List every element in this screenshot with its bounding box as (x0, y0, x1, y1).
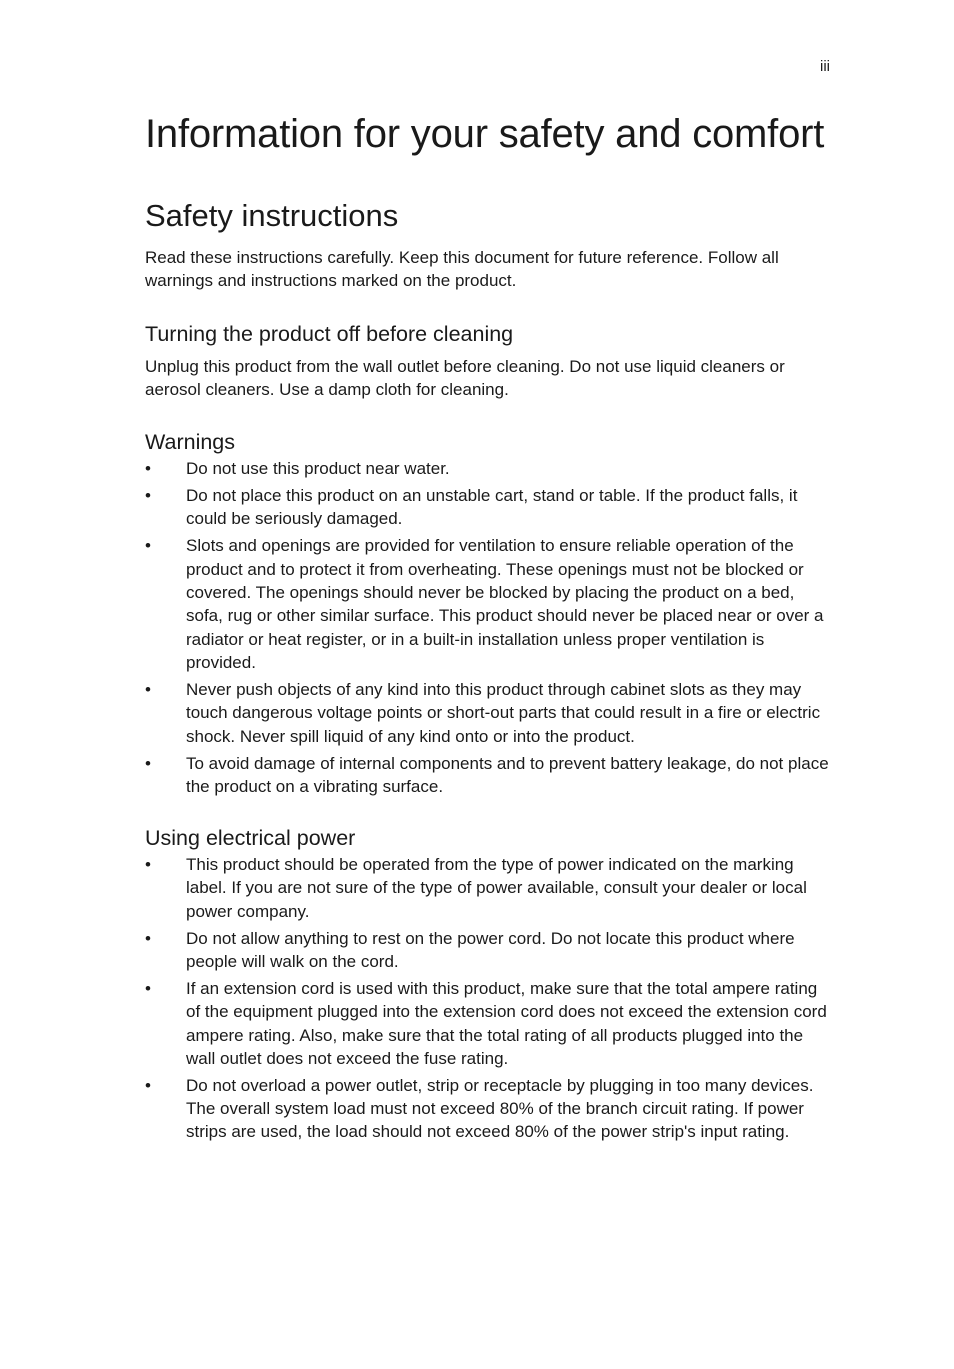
bullet-marker: • (145, 978, 151, 998)
section-heading-safety-instructions: Safety instructions (145, 198, 399, 233)
list-item-text: Do not place this product on an unstable cart, stand or table. If the product falls, it could be seriously damaged. (186, 486, 798, 529)
page-content (145, 112, 829, 1147)
bullet-marker: • (145, 928, 151, 948)
list-item (145, 534, 829, 674)
bullet-marker: • (145, 459, 151, 479)
page-title: Information for your safety and comfort (145, 112, 825, 156)
list-item (145, 678, 829, 748)
list-item (145, 457, 829, 480)
list-item-text: If an extension cord is used with this product, make sure that the total ampere rating of the equipment plugged into the extension cord does not exceed the extension cord ampere rating. Also, make sure that the total rating of all products plugged into the wall outlet does not exceed the fuse rating. (186, 978, 827, 1068)
power-list (145, 853, 829, 1144)
list-item-text: Slots and openings are provided for ventilation to ensure reliable operation of the product and to protect it from overheating. These openings must not be blocked or covered. The openings should never be blocked by placing the product on a bed, sofa, rug or other similar surface. This product should never be placed near or over a radiator or heat register, or in a built-in installation unless proper ventilation is provided. (186, 536, 824, 672)
list-item (145, 853, 829, 923)
subheading-electrical-power: Using electrical power (145, 826, 356, 851)
list-item-text: Never push objects of any kind into this product through cabinet slots as they may touch dangerous voltage points or short-out parts that could result in a fire or electric shock. Never spill liquid of any kind onto or into the product. (186, 679, 821, 746)
list-item (145, 1074, 829, 1144)
list-item (145, 484, 829, 531)
list-item-text: Do not use this product near water. (186, 459, 450, 479)
list-item-text: Do not overload a power outlet, strip or receptacle by plugging in too many devices. The overall system load must not exceed 80% of the branch circuit rating. If power strips are used, the load should not exceed 80% of the power strip's input rating. (186, 1075, 814, 1142)
bullet-marker: • (145, 753, 151, 773)
list-item (145, 927, 829, 974)
bullet-marker: • (145, 679, 151, 699)
list-item-text: Do not allow anything to rest on the power cord. Do not locate this product where people will walk on the cord. (186, 928, 795, 971)
subheading-cleaning: Turning the product off before cleaning (145, 321, 514, 346)
intro-paragraph: Read these instructions carefully. Keep this document for future reference. Follow all warnings and instructions marked on the product. (145, 248, 779, 291)
warnings-list (145, 457, 829, 798)
bullet-marker: • (145, 855, 151, 875)
bullet-marker: • (145, 1075, 151, 1095)
list-item (145, 977, 829, 1070)
subheading-warnings: Warnings (145, 430, 236, 455)
list-item (145, 752, 829, 799)
cleaning-paragraph: Unplug this product from the wall outlet before cleaning. Do not use liquid cleaners or aerosol cleaners. Use a damp cloth for cleaning. (145, 356, 785, 399)
bullet-marker: • (145, 486, 151, 506)
list-item-text: To avoid damage of internal components and to prevent battery leakage, do not place the product on a vibrating surface. (186, 753, 829, 796)
page-number: iii (820, 58, 830, 75)
bullet-marker: • (145, 536, 151, 556)
list-item-text: This product should be operated from the type of power indicated on the marking label. If you are not sure of the type of power available, consult your dealer or local power company. (186, 855, 807, 921)
